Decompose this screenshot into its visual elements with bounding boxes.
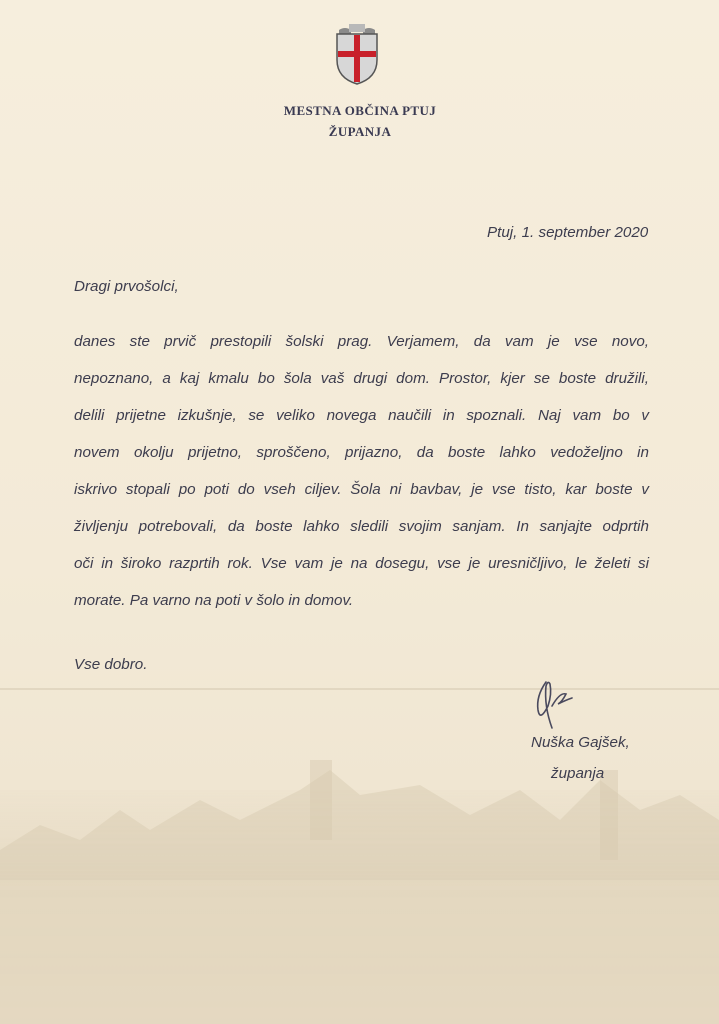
letter-closing: Vse dobro.: [74, 656, 148, 673]
coat-of-arms-icon: [331, 24, 383, 86]
handwritten-signature: [528, 676, 578, 732]
letter-greeting: Dragi prvošolci,: [74, 278, 179, 295]
body-line: novem okolju prijetno, sproščeno, prijazno, da boste lahko vedoželjno in: [74, 444, 649, 461]
body-line: iskrivo stopali po poti do vseh ciljev. Šola ni bavbav, je vse tisto, kar boste v: [74, 481, 649, 498]
body-line: življenju potrebovali, da boste lahko sledili svojim sanjam. In sanjajte odprtih: [74, 518, 649, 535]
body-line: morate. Pa varno na poti v šolo in domov.: [74, 592, 354, 609]
letter-date: Ptuj, 1. september 2020: [487, 224, 649, 241]
body-line: oči in široko razprtih rok. Vse vam je na dosegu, vse je uresničljivo, le želeti si: [74, 555, 649, 572]
signer-name: Nuška Gajšek,: [531, 734, 630, 751]
organization-name: MESTNA OBČINA PTUJ: [283, 103, 437, 118]
town-watermark-image: [0, 730, 719, 1024]
body-line: danes ste prvič prestopili šolski prag. Verjamem, da vam je vse novo,: [74, 333, 649, 350]
paper-fold: [0, 688, 719, 690]
body-line: delili prijetne izkušnje, se veliko novega naučili in spoznali. Naj vam bo v: [74, 407, 649, 424]
body-line: nepoznano, a kaj kmalu bo šola vaš drugi dom. Prostor, kjer se boste družili,: [74, 370, 649, 387]
signer-title: županja: [551, 765, 605, 782]
office-title: ŽUPANJA: [328, 124, 392, 139]
